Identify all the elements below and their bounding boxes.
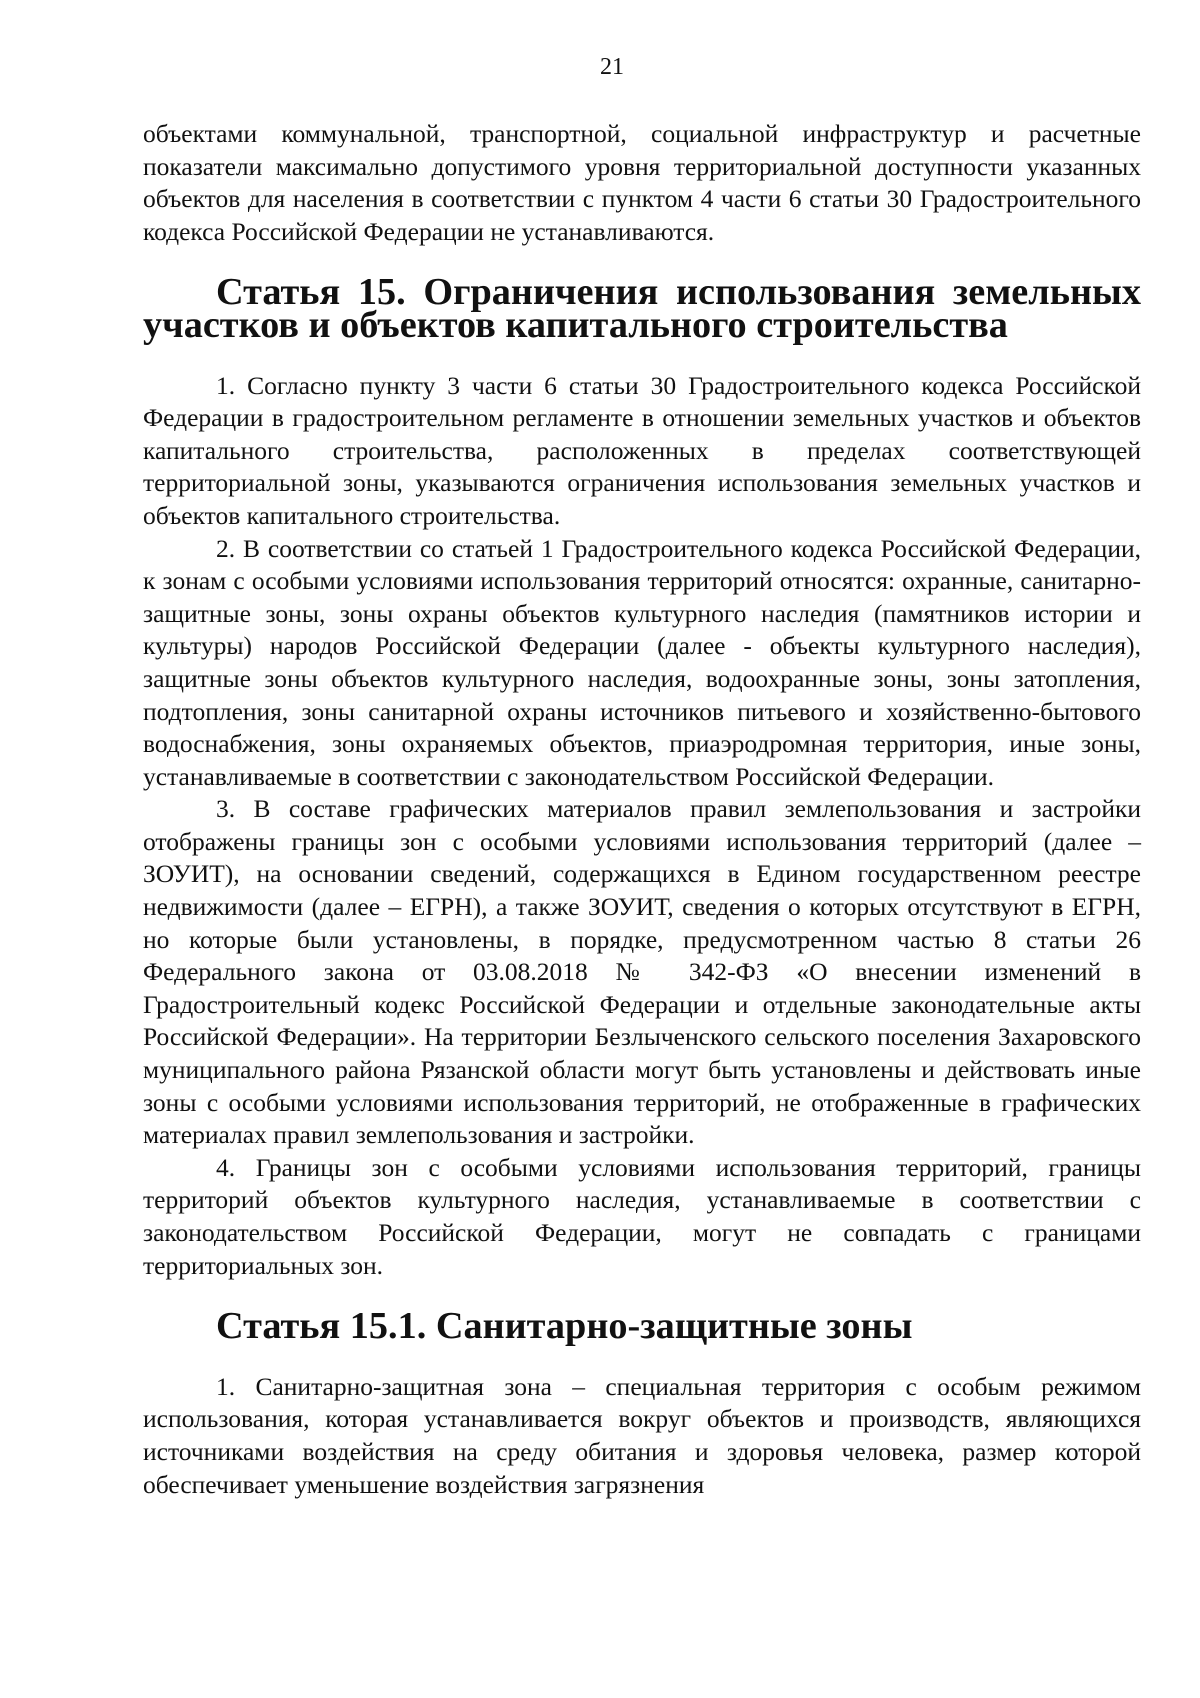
intro-paragraph: объектами коммунальной, транспортной, социальной инфраструктур и расчетные показатели максимально допустимого уровня территориальной доступности указанных объектов для населения в соответствии с пунктом 4 части 6 статьи 30 Градостроительного кодекса Российской Федерации не устанавливаются. — [143, 119, 1141, 246]
article-15-section — [143, 271, 1141, 1282]
article-15-1-heading: Статья 15.1. Санитарно-защитные зоны — [216, 1305, 913, 1348]
article-15-paragraph-2: 2. В соответствии со статьей 1 Градостроительного кодекса Российской Федерации, к зонам с особыми условиями использования территорий относятся: охранные, санитарно-защитные зоны, зоны охраны объектов культурного наследия (памятников истории и культуры) народов Российской Федерации (далее - объекты культурного наследия), защитные зоны объектов культурного наследия, водоохранные зоны, зоны затопления, подтопления, зоны санитарной охраны источников питьевого и хозяйственно-бытового водоснабжения, зоны охраняемых объектов, приаэродромная территория, иные зоны, устанавливаемые в соответствии с законодательством Российской Федерации. — [143, 533, 1141, 791]
article-15-paragraph-4: 4. Границы зон с особыми условиями использования территорий, границы территорий объектов культурного наследия, устанавливаемые в соответствии с законодательством Российской Федерации, могут не совпадать с границами территориальных зон. — [143, 1152, 1141, 1280]
article-15-1-section — [143, 1305, 1141, 1501]
article-15-paragraph-1: 1. Согласно пункту 3 части 6 статьи 30 Градостроительного кодекса Российской Федерации в градостроительном регламенте в отношении земельных участков и объектов капитального строительства, расположенных в пределах соответствующей территориальной зоны, указываются ограничения использования земельных участков и объектов капитального строительства. — [143, 370, 1141, 530]
page-number: 21 — [600, 54, 624, 80]
document-page — [143, 52, 1141, 1501]
article-15-paragraph-3: 3. В составе графических материалов правил землепользования и застройки отображены границы зон с особыми условиями использования территорий (далее – ЗОУИТ), на основании сведений, содержащихся в Едином государственном реестре недвижимости (далее – ЕГРН), а также ЗОУИТ, сведения о которых отсутствуют в ЕГРН, но которые были установлены, в порядке, предусмотренном частью 8 статьи 26 Федерального закона от 03.08.2018 № 342-ФЗ «О внесении изменений в Градостроительный кодекс Российской Федерации и отдельные законодательные акты Российской Федерации». На территории Безлыченского сельского поселения Захаровского муниципального района Рязанской области могут быть установлены и действовать иные зоны с особыми условиями использования территорий, не отображенные в графических материалах правил землепользования и застройки. — [143, 794, 1141, 1150]
article-15-heading: Статья 15. Ограничения использования земельных участков и объектов капитального строительства — [143, 271, 1141, 346]
article-15-1-paragraph-1: 1. Санитарно-защитная зона – специальная территория с особым режимом использования, которая устанавливается вокруг объектов и производств, являющихся источниками воздействия на среду обитания и здоровья человека, размер которой обеспечивает уменьшение воздействия загрязнения — [143, 1371, 1141, 1499]
